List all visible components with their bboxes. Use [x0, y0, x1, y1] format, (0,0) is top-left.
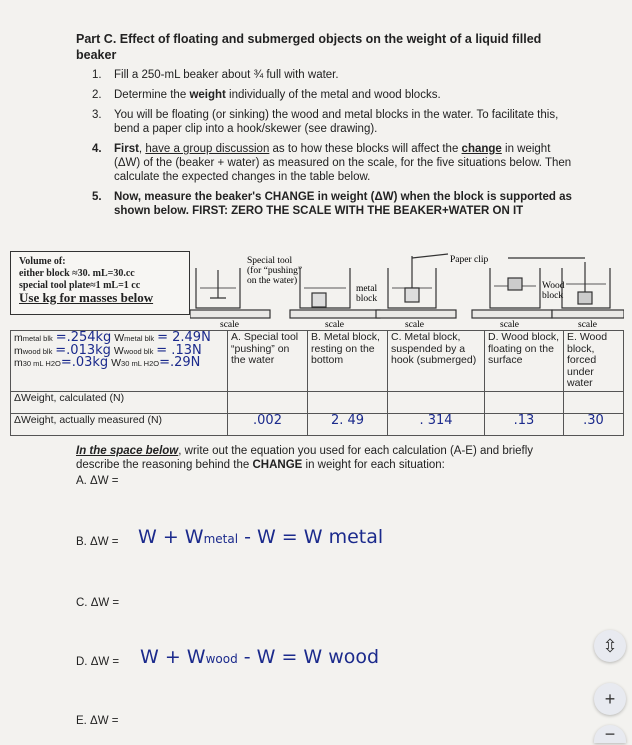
measured-row-label: ΔWeight, actually measured (N) [11, 413, 228, 435]
equation-c: C. ΔW = [76, 597, 120, 609]
zoom-in-button[interactable]: + [594, 683, 626, 715]
meas-d[interactable]: .13 [485, 413, 564, 435]
metal-block-label-2: block [356, 294, 378, 304]
step-3: 3. You will be floating (or sinking) the wood and metal blocks in the water. To facilitate this, bend a paper clip into a hook/skewer (see drawing). [92, 109, 559, 135]
for-pushing-label: (for “pushing” [247, 266, 303, 276]
special-tool-label: Special tool [247, 256, 293, 266]
calculated-row-label: ΔWeight, calculated (N) [11, 391, 228, 413]
calc-d[interactable] [485, 391, 564, 413]
column-e-header: E. Wood block, forced under water [564, 331, 624, 392]
calculated-row [11, 391, 624, 413]
equation-instructions: In the space below, write out the equation you used for each calculation (A-E) and briefly describe the reasoning behind the CHANGE in weight for each situation: [76, 445, 534, 471]
scale-label-b: scale [325, 320, 344, 330]
scale-label-a: scale [220, 320, 239, 330]
metal-block-label: metal [356, 284, 378, 294]
zoom-out-button[interactable]: − [594, 725, 626, 743]
wood-block-label: Wood [542, 281, 565, 291]
column-d-header: D. Wood block, floating on the surface [485, 331, 564, 392]
part-title: Part C. Effect of floating and submerged objects on the weight of a liquid filled beaker [76, 32, 542, 62]
paper-clip-label: Paper clip [450, 255, 489, 265]
equation-d-answer: W + Wwood - W = W wood [140, 646, 380, 668]
weight-change-table [10, 330, 624, 436]
meas-b[interactable]: 2. 49 [308, 413, 388, 435]
calc-c[interactable] [388, 391, 485, 413]
meas-a[interactable]: .002 [228, 413, 308, 435]
on-water-label: on the water) [247, 276, 298, 286]
meas-c[interactable]: . 314 [388, 413, 485, 435]
table-header-row [11, 331, 624, 392]
volume-note-box: Volume of: either block ≈30. mL=30.cc special tool plate≈1 mL=1 cc Use kg for masses below [10, 251, 190, 315]
move-icon[interactable]: ⇳ [594, 630, 626, 662]
equation-e: E. ΔW = [76, 715, 119, 727]
equation-b: B. ΔW = [76, 536, 119, 548]
measured-row [11, 413, 624, 435]
calc-b[interactable] [308, 391, 388, 413]
step-5: 5. Now, measure the beaker's CHANGE in weight (ΔW) when the block is supported as shown below. FIRST: ZERO THE SCALE WITH THE BEAKER+WATER ON IT [92, 191, 572, 217]
column-b-header: B. Metal block, resting on the bottom [308, 331, 388, 392]
instruction-steps [92, 68, 577, 224]
beaker-setup-diagram [190, 248, 624, 330]
equation-a: A. ΔW = [76, 475, 119, 487]
scale-label-c: scale [405, 320, 424, 330]
calc-e[interactable] [564, 391, 624, 413]
wood-block-label-2: block [542, 291, 564, 301]
step-1: 1. Fill a 250-mL beaker about ¾ full with water. [92, 69, 339, 81]
equation-b-answer: W + Wmetal - W = W metal [138, 526, 384, 548]
step-4: 4. First, have a group discussion as to how these blocks will affect the change in weight (ΔW) of the (beaker + water) as measured on the scale, for the five situations below. Then calculate the expected changes in the table below. [92, 143, 572, 183]
equation-d: D. ΔW = [76, 656, 120, 668]
step-2: 2. Determine the weight individually of the metal and wood blocks. [92, 89, 441, 101]
mass-weight-cell: mmetal blk =.254kg Wmetal blk = 2.49N mwood blk =.013kg Wwood blk = .13N m30 mL H2O=.03kg W30 mL H2O=.29N [11, 331, 228, 392]
column-c-header: C. Metal block, suspended by a hook (submerged) [388, 331, 485, 392]
column-a-header: A. Special tool “pushing” on the water [228, 331, 308, 392]
scale-label-e: scale [578, 320, 597, 330]
meas-e[interactable]: .30 [564, 413, 624, 435]
scale-label-d: scale [500, 320, 519, 330]
calc-a[interactable] [228, 391, 308, 413]
